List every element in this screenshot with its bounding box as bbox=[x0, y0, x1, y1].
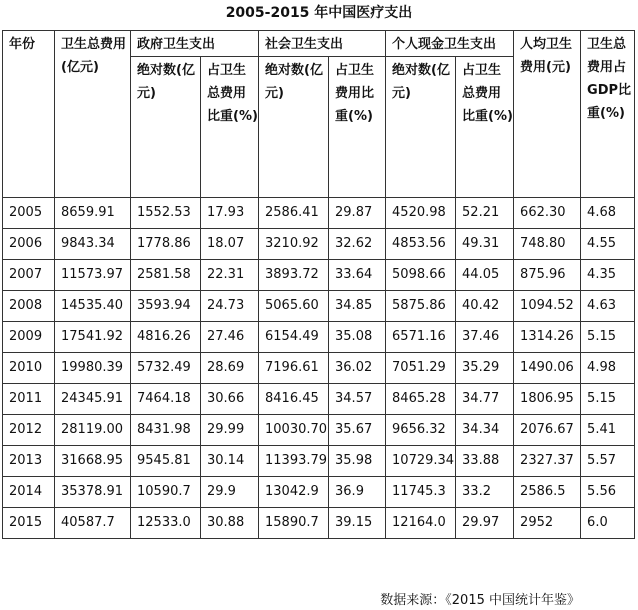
cell-total: 40587.7 bbox=[55, 508, 131, 539]
cell-per-capita: 2952 bbox=[514, 508, 581, 539]
cell-social-abs: 11393.79 bbox=[259, 446, 329, 477]
cell-gov-abs: 1552.53 bbox=[131, 198, 201, 229]
cell-gov-abs: 5732.49 bbox=[131, 353, 201, 384]
cell-gdp-share: 5.15 bbox=[581, 322, 635, 353]
cell-total: 9843.34 bbox=[55, 229, 131, 260]
cell-gdp-share: 4.63 bbox=[581, 291, 635, 322]
header-social-absolute: 绝对数(亿元) bbox=[259, 57, 329, 198]
cell-year: 2015 bbox=[3, 508, 55, 539]
cell-per-capita: 2076.67 bbox=[514, 415, 581, 446]
cell-gov-pct: 30.14 bbox=[201, 446, 259, 477]
table-row bbox=[3, 477, 635, 508]
cell-social-abs: 3893.72 bbox=[259, 260, 329, 291]
cell-per-capita: 748.80 bbox=[514, 229, 581, 260]
cell-gdp-share: 4.35 bbox=[581, 260, 635, 291]
table-row bbox=[3, 353, 635, 384]
cell-social-abs: 5065.60 bbox=[259, 291, 329, 322]
cell-social-pct: 36.02 bbox=[329, 353, 386, 384]
cell-total: 31668.95 bbox=[55, 446, 131, 477]
header-personal-percent: 占卫生总费用比重(%) bbox=[456, 57, 514, 198]
cell-gdp-share: 5.56 bbox=[581, 477, 635, 508]
cell-total: 8659.91 bbox=[55, 198, 131, 229]
header-personal-expenditure: 个人现金卫生支出 bbox=[386, 31, 514, 57]
cell-personal-pct: 35.29 bbox=[456, 353, 514, 384]
header-gov-absolute: 绝对数(亿元) bbox=[131, 57, 201, 198]
cell-personal-abs: 9656.32 bbox=[386, 415, 456, 446]
cell-per-capita: 662.30 bbox=[514, 198, 581, 229]
table-row bbox=[3, 384, 635, 415]
cell-year: 2008 bbox=[3, 291, 55, 322]
cell-year: 2009 bbox=[3, 322, 55, 353]
cell-gov-pct: 28.69 bbox=[201, 353, 259, 384]
cell-social-pct: 34.85 bbox=[329, 291, 386, 322]
cell-per-capita: 1806.95 bbox=[514, 384, 581, 415]
header-row-top bbox=[3, 31, 635, 57]
cell-gdp-share: 6.0 bbox=[581, 508, 635, 539]
cell-personal-pct: 49.31 bbox=[456, 229, 514, 260]
header-year: 年份 bbox=[3, 31, 55, 198]
cell-gdp-share: 4.98 bbox=[581, 353, 635, 384]
cell-gdp-share: 4.55 bbox=[581, 229, 635, 260]
cell-per-capita: 2586.5 bbox=[514, 477, 581, 508]
cell-personal-abs: 8465.28 bbox=[386, 384, 456, 415]
cell-social-abs: 10030.70 bbox=[259, 415, 329, 446]
cell-personal-pct: 34.34 bbox=[456, 415, 514, 446]
cell-total: 28119.00 bbox=[55, 415, 131, 446]
cell-gov-abs: 9545.81 bbox=[131, 446, 201, 477]
cell-social-abs: 15890.7 bbox=[259, 508, 329, 539]
cell-social-pct: 39.15 bbox=[329, 508, 386, 539]
cell-total: 35378.91 bbox=[55, 477, 131, 508]
cell-total: 14535.40 bbox=[55, 291, 131, 322]
cell-total: 17541.92 bbox=[55, 322, 131, 353]
cell-gov-abs: 2581.58 bbox=[131, 260, 201, 291]
table-row bbox=[3, 291, 635, 322]
table-body bbox=[3, 198, 635, 539]
cell-social-pct: 35.98 bbox=[329, 446, 386, 477]
cell-gov-pct: 22.31 bbox=[201, 260, 259, 291]
cell-year: 2014 bbox=[3, 477, 55, 508]
cell-social-pct: 29.87 bbox=[329, 198, 386, 229]
cell-per-capita: 2327.37 bbox=[514, 446, 581, 477]
cell-social-abs: 8416.45 bbox=[259, 384, 329, 415]
cell-gov-pct: 24.73 bbox=[201, 291, 259, 322]
header-per-capita: 人均卫生费用(元) bbox=[514, 31, 581, 198]
cell-gov-pct: 27.46 bbox=[201, 322, 259, 353]
cell-gov-abs: 7464.18 bbox=[131, 384, 201, 415]
cell-gdp-share: 5.15 bbox=[581, 384, 635, 415]
cell-personal-abs: 4520.98 bbox=[386, 198, 456, 229]
header-gdp-share: 卫生总费用占GDP比重(%) bbox=[581, 31, 635, 198]
cell-per-capita: 1490.06 bbox=[514, 353, 581, 384]
table-row bbox=[3, 508, 635, 539]
cell-gov-pct: 29.9 bbox=[201, 477, 259, 508]
table-row bbox=[3, 322, 635, 353]
cell-personal-pct: 44.05 bbox=[456, 260, 514, 291]
cell-year: 2011 bbox=[3, 384, 55, 415]
cell-gov-pct: 29.99 bbox=[201, 415, 259, 446]
cell-year: 2012 bbox=[3, 415, 55, 446]
table-row bbox=[3, 198, 635, 229]
cell-social-pct: 36.9 bbox=[329, 477, 386, 508]
cell-total: 24345.91 bbox=[55, 384, 131, 415]
cell-personal-abs: 5875.86 bbox=[386, 291, 456, 322]
cell-year: 2007 bbox=[3, 260, 55, 291]
cell-personal-abs: 4853.56 bbox=[386, 229, 456, 260]
header-gov-percent: 占卫生总费用比重(%) bbox=[201, 57, 259, 198]
data-source-note: 数据来源：《2015 中国统计年鉴》 bbox=[380, 593, 580, 608]
cell-personal-pct: 52.21 bbox=[456, 198, 514, 229]
cell-gov-pct: 30.66 bbox=[201, 384, 259, 415]
cell-personal-abs: 10729.34 bbox=[386, 446, 456, 477]
header-total-expenditure: 卫生总费用(亿元) bbox=[55, 31, 131, 198]
cell-personal-pct: 29.97 bbox=[456, 508, 514, 539]
cell-social-abs: 2586.41 bbox=[259, 198, 329, 229]
cell-year: 2013 bbox=[3, 446, 55, 477]
cell-gdp-share: 4.68 bbox=[581, 198, 635, 229]
cell-year: 2010 bbox=[3, 353, 55, 384]
cell-year: 2005 bbox=[3, 198, 55, 229]
cell-per-capita: 875.96 bbox=[514, 260, 581, 291]
cell-gov-pct: 30.88 bbox=[201, 508, 259, 539]
cell-personal-pct: 37.46 bbox=[456, 322, 514, 353]
cell-gdp-share: 5.41 bbox=[581, 415, 635, 446]
header-government-expenditure: 政府卫生支出 bbox=[131, 31, 259, 57]
cell-social-abs: 3210.92 bbox=[259, 229, 329, 260]
cell-gov-pct: 17.93 bbox=[201, 198, 259, 229]
cell-total: 11573.97 bbox=[55, 260, 131, 291]
cell-gov-abs: 1778.86 bbox=[131, 229, 201, 260]
cell-gov-abs: 3593.94 bbox=[131, 291, 201, 322]
cell-social-abs: 7196.61 bbox=[259, 353, 329, 384]
cell-personal-abs: 11745.3 bbox=[386, 477, 456, 508]
cell-personal-abs: 7051.29 bbox=[386, 353, 456, 384]
cell-gov-pct: 18.07 bbox=[201, 229, 259, 260]
cell-personal-abs: 6571.16 bbox=[386, 322, 456, 353]
cell-gov-abs: 12533.0 bbox=[131, 508, 201, 539]
cell-social-pct: 35.08 bbox=[329, 322, 386, 353]
cell-personal-pct: 33.2 bbox=[456, 477, 514, 508]
header-personal-absolute: 绝对数(亿元) bbox=[386, 57, 456, 198]
cell-per-capita: 1094.52 bbox=[514, 291, 581, 322]
cell-gov-abs: 4816.26 bbox=[131, 322, 201, 353]
cell-gdp-share: 5.57 bbox=[581, 446, 635, 477]
cell-social-pct: 35.67 bbox=[329, 415, 386, 446]
cell-per-capita: 1314.26 bbox=[514, 322, 581, 353]
cell-gov-abs: 10590.7 bbox=[131, 477, 201, 508]
cell-social-pct: 32.62 bbox=[329, 229, 386, 260]
cell-social-pct: 34.57 bbox=[329, 384, 386, 415]
cell-social-abs: 6154.49 bbox=[259, 322, 329, 353]
cell-social-pct: 33.64 bbox=[329, 260, 386, 291]
table-row bbox=[3, 229, 635, 260]
page-title: 2005-2015 年中国医疗支出 bbox=[225, 5, 413, 21]
cell-year: 2006 bbox=[3, 229, 55, 260]
cell-personal-abs: 5098.66 bbox=[386, 260, 456, 291]
expenditure-table bbox=[2, 30, 635, 539]
header-social-percent: 占卫生费用比重(%) bbox=[329, 57, 386, 198]
cell-total: 19980.39 bbox=[55, 353, 131, 384]
header-social-expenditure: 社会卫生支出 bbox=[259, 31, 386, 57]
table-row bbox=[3, 446, 635, 477]
cell-personal-pct: 40.42 bbox=[456, 291, 514, 322]
table-row bbox=[3, 260, 635, 291]
cell-social-abs: 13042.9 bbox=[259, 477, 329, 508]
cell-personal-pct: 34.77 bbox=[456, 384, 514, 415]
cell-personal-abs: 12164.0 bbox=[386, 508, 456, 539]
cell-personal-pct: 33.88 bbox=[456, 446, 514, 477]
cell-gov-abs: 8431.98 bbox=[131, 415, 201, 446]
table-row bbox=[3, 415, 635, 446]
